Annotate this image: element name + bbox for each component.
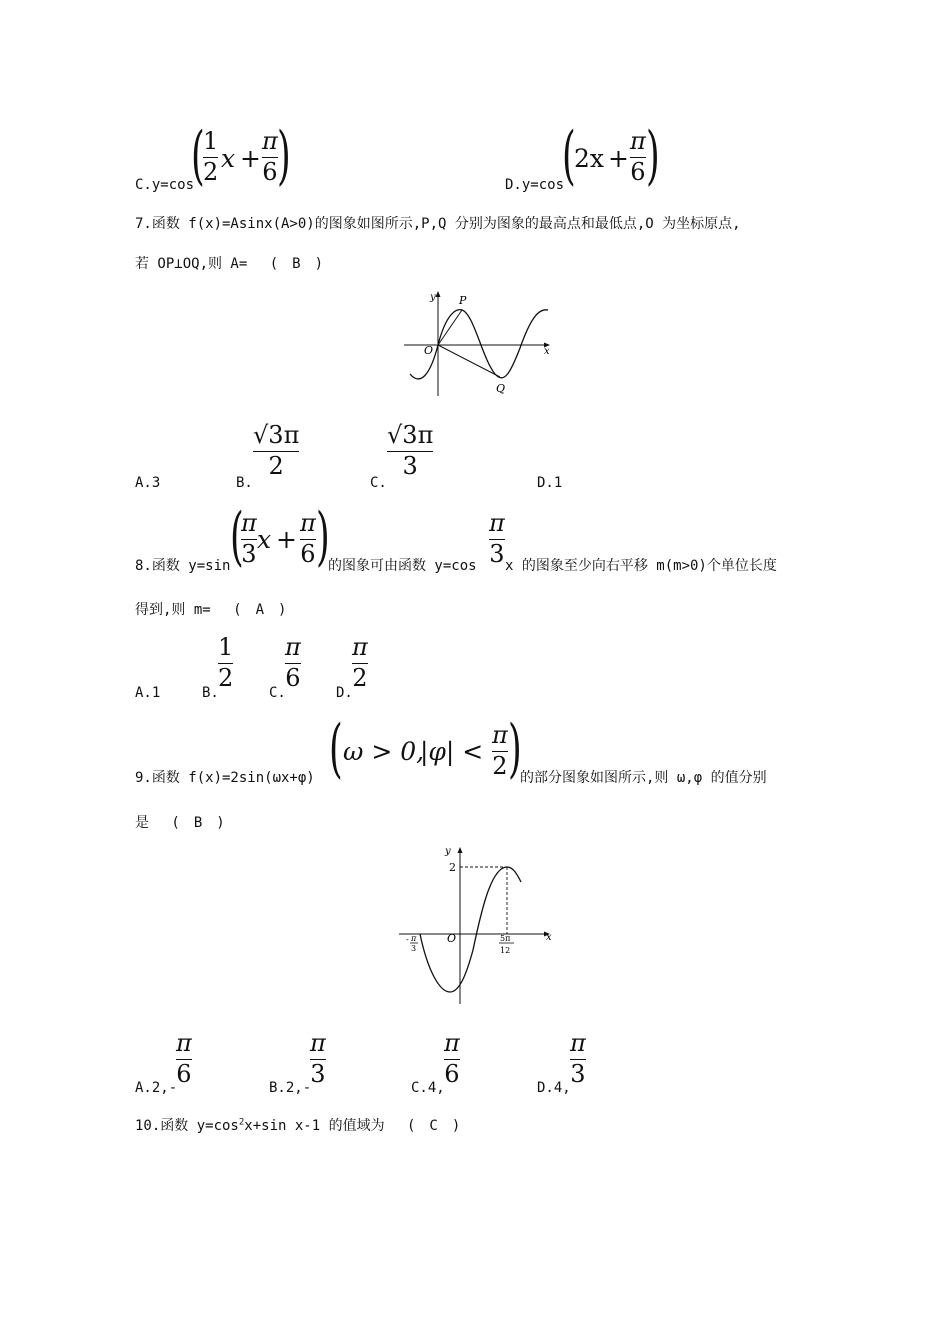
right-paren: )	[646, 119, 660, 193]
q8-stem-prefix: 8.函数 y=sin	[135, 558, 231, 574]
fraction: 1 2	[203, 127, 219, 186]
q7-stem-line2: 若 OP⊥OQ,则 A= ( B )	[135, 256, 324, 272]
q9-option-d-label: D.4,	[537, 1080, 571, 1096]
y-axis-label: y	[430, 292, 436, 303]
left-paren: (	[191, 119, 205, 193]
left-tick-den: 3	[411, 944, 417, 953]
q9-option-b-label: B.2,-	[269, 1080, 312, 1096]
point-p-label: P	[459, 294, 467, 307]
q7-option-d: D.1	[537, 475, 563, 491]
fraction: π 2	[492, 721, 508, 780]
omega-condition: ω > 0,	[343, 737, 425, 766]
q9-option-c-fraction: π 6	[444, 1029, 460, 1088]
left-paren: (	[230, 500, 244, 574]
q10-superscript: 2	[238, 1117, 245, 1128]
q8-stem-suffix: x 的图象至少向右平移 m(m>0)个单位长度	[505, 558, 777, 574]
right-paren: )	[508, 712, 522, 786]
q8-option-d-fraction: π 2	[352, 633, 368, 692]
left-tick-num: π	[411, 934, 417, 943]
q8-option-b-label: B.	[202, 685, 219, 701]
q7-option-c-label: C.	[370, 475, 387, 491]
q10-stem-pre: 10.函数 y=cos	[135, 1118, 239, 1134]
q7-stem-line1: 7.函数 f(x)=Asinx(A>0)的图象如图所示,P,Q 分别为图象的最高点和最低点,O 为坐标原点,	[135, 216, 741, 232]
q9-option-a-label: A.2,-	[135, 1080, 178, 1096]
q8-option-d-label: D.	[336, 685, 353, 701]
x-axis-label: x	[544, 346, 550, 357]
origin-label: O	[447, 932, 457, 945]
fraction: π 6	[262, 127, 278, 186]
fraction: π 6	[300, 509, 316, 568]
q9-graph	[395, 842, 560, 1007]
q9-option-a-fraction: π 6	[176, 1029, 192, 1088]
plus-sign: +	[240, 144, 261, 173]
q9-stem-line2: 是 ( B )	[135, 815, 225, 831]
left-tick-sign: -	[406, 935, 409, 944]
fraction: π 3	[241, 509, 257, 568]
q8-option-c-label: C.	[269, 685, 286, 701]
plus-sign: +	[608, 144, 629, 173]
q8-stem-mid: 的图象可由函数 y=cos	[328, 558, 477, 574]
point-q-label: Q	[496, 382, 506, 395]
q9-option-b-fraction: π 3	[310, 1029, 326, 1088]
q7-option-c-fraction: √3π 3	[387, 421, 434, 480]
right-paren: )	[277, 119, 291, 193]
q7-option-b-fraction: √3π 2	[253, 421, 300, 480]
y-axis-label: y	[445, 846, 451, 857]
fraction: π 3	[489, 509, 505, 568]
q9-option-c-label: C.4,	[411, 1080, 445, 1096]
x-axis-label: x	[546, 932, 552, 943]
q7-option-a: A.3	[135, 475, 161, 491]
right-tick-den: 12	[500, 946, 511, 955]
q7-graph	[400, 288, 560, 398]
q7-option-b-label: B.	[236, 475, 253, 491]
var-x: x	[221, 144, 236, 173]
right-tick-num: 5π	[500, 934, 511, 943]
plus-sign: +	[276, 525, 297, 554]
q9-option-d-fraction: π 3	[570, 1029, 586, 1088]
sine-curve	[420, 867, 521, 992]
option-c-label: C.y=cos	[135, 177, 195, 193]
q8-option-c-fraction: π 6	[285, 633, 301, 692]
q8-option-a: A.1	[135, 685, 161, 701]
fraction: π 6	[630, 127, 646, 186]
term-2x: 2x	[574, 144, 605, 173]
q9-stem-suffix: 的部分图象如图所示,则 ω,φ 的值分别	[520, 770, 767, 786]
question-10	[135, 1118, 460, 1134]
option-d-label: D.y=cos	[505, 177, 565, 193]
var-x: x	[257, 525, 272, 554]
right-paren: )	[316, 500, 330, 574]
q9-stem-prefix: 9.函数 f(x)=2sin(ωx+φ)	[135, 770, 315, 786]
y-max-tick: 2	[449, 861, 456, 874]
q8-option-b-fraction: 1 2	[218, 633, 234, 692]
left-paren: (	[562, 119, 576, 193]
left-paren: (	[329, 712, 343, 786]
q8-stem-line2: 得到,则 m= ( A )	[135, 602, 287, 618]
q10-stem-post: x+sin x-1 的值域为 ( C )	[244, 1118, 461, 1134]
origin-label: O	[424, 344, 434, 357]
phi-condition: |φ| <	[420, 737, 484, 766]
